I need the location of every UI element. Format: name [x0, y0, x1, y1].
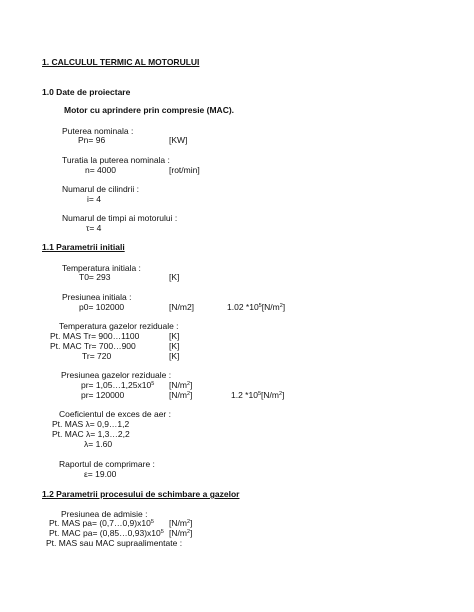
residual-temp-value: Tr= 720 [82, 351, 112, 361]
pressure-value: p0= 102000 [79, 302, 125, 312]
pressure-alt-value: 1.02 $*10^5[N/m^2]$ [227, 302, 286, 312]
temp-label: Temperatura initiala : [62, 263, 141, 273]
residual-pressure-unit-1: $[N/m^2]$ [169, 380, 193, 390]
section-heading-initial-params: 1.1 Parametrii initiali [42, 242, 125, 252]
cylinders-value: i= 4 [87, 194, 101, 204]
power-unit: [KW] [169, 135, 188, 145]
compression-label: Raportul de comprimare : [59, 459, 155, 469]
residual-pressure-value: pr= 120000 [81, 390, 125, 400]
intake-pressure-label: Presiunea de admisie : [61, 509, 148, 519]
temp-unit: [K] [169, 272, 180, 282]
intake-pressure-unit-2: $[N/m^2]$ [169, 528, 193, 538]
speed-label: Turatia la puterea nominala : [62, 155, 170, 165]
intake-pressure-unit-1: $[N/m^2]$ [169, 518, 193, 528]
intake-pressure-mac: Pt. MAC $pa= (0,85\dots 0,93)x10^5$ [49, 528, 164, 538]
residual-temp-unit-1: [K] [169, 331, 180, 341]
temp-value: T0= 293 [79, 272, 111, 282]
residual-pressure-alt-value: 1.2 $*10^5[N/m^2]$ [231, 390, 285, 400]
power-label: Puterea nominala : [62, 126, 134, 136]
pressure-label: Presiunea initiala : [62, 292, 132, 302]
intake-pressure-mas: Pt. MAS $pa= (0,7\dots 0,9)x10^5$ [49, 518, 154, 528]
strokes-value: τ= 4 [86, 223, 102, 233]
speed-unit: [rot/min] [169, 165, 200, 175]
residual-temp-mas: Pt. MAS Tr= 900…1100 [50, 331, 140, 341]
strokes-label: Numarul de timpi ai motorului : [62, 213, 178, 223]
cylinders-label: Numarul de cilindrii : [62, 184, 139, 194]
residual-pressure-range: $pr= 1,05\dots 1,25x10^5$ [81, 380, 155, 390]
page-title: 1. CALCULUL TERMIC AL MOTORULUI [42, 57, 200, 67]
residual-pressure-unit-2: $[N/m^2]$ [169, 390, 193, 400]
section-heading-gas-exchange: 1.2 Parametrii procesului de schimbare a gazelor [42, 489, 240, 499]
excess-air-mac: Pt. MAC λ= 1,3…2,2 [52, 429, 130, 439]
speed-value: n= 4000 [85, 165, 116, 175]
excess-air-mas: Pt. MAS λ= 0,9…1,2 [52, 419, 130, 429]
excess-air-value: λ= 1.60 [84, 439, 113, 449]
power-value: Pn= 96 [78, 135, 106, 145]
excess-air-label: Coeficientul de exces de aer : [59, 409, 171, 419]
supercharged-label: Pt. MAS sau MAC supraalimentate : [46, 538, 183, 548]
compression-value: ε= 19.00 [84, 469, 117, 479]
residual-temp-unit-2: [K] [169, 341, 180, 351]
residual-temp-unit-3: [K] [169, 351, 180, 361]
residual-temp-mac: Pt. MAC Tr= 700…900 [50, 341, 136, 351]
residual-pressure-label: Presiunea gazelor reziduale : [61, 370, 172, 380]
engine-type: Motor cu aprindere prin compresie (MAC). [64, 105, 235, 115]
pressure-unit: [N/m2] [169, 302, 195, 312]
section-heading-design-data: 1.0 Date de proiectare [42, 87, 131, 97]
residual-temp-label: Temperatura gazelor reziduale : [59, 321, 179, 331]
